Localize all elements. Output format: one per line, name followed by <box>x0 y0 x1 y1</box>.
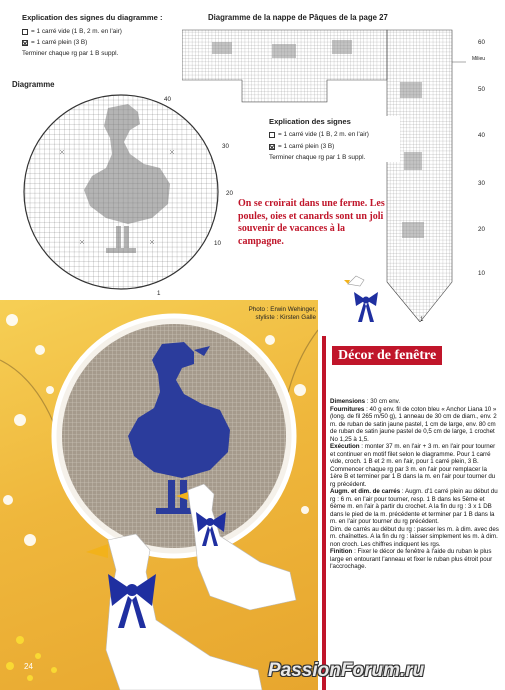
legend-right-heading: Explication des signes <box>269 117 351 126</box>
intro-text: On se croirait dans une ferme. Les poules, oies et canards sont un joli souvenir de vacances à la campagne. <box>238 198 385 247</box>
left-mark-40: 40 <box>164 96 171 103</box>
watermark: PassionForum.ru <box>268 660 425 681</box>
right-mark-50: 50 <box>478 86 485 93</box>
legend-left-note: Terminer chaque rg par 1 B suppl. <box>22 50 119 57</box>
right-mark-10: 10 <box>478 270 485 277</box>
legend-right-full: = 1 carré plein (3 B) <box>269 143 399 150</box>
milieu-label: Milieu <box>472 56 486 62</box>
right-mark-1: 1 <box>420 316 424 323</box>
diagram-right-heading: Diagramme de la nappe de Pâques de la page 27 <box>208 13 388 22</box>
instruction-body: Dim. de carrés au début du rg : passer les m. à dim. avec des m. chaînettes. A la fin du rg : laisser simplement les m. à dim. non croch. Les chiffres indiquent les rgs. <box>330 525 499 548</box>
left-mark-30: 30 <box>222 143 229 150</box>
right-mark-30: 30 <box>478 180 485 187</box>
instruction-body: : Augm. d'1 carré plein au début du rg : 6 m. en l'air pour tourner, resp. 1 B dans les 5ème et 6ème m. en l'air à partir du crochet. A la fin du rg : 3 x 1 DB dans le pied de la m. précédente et terminer par 1 B dans la m. en l'air pour tourner du rg précédent. <box>330 488 498 525</box>
instruction-paragraph <box>330 488 500 526</box>
filled-square-icon <box>22 40 28 46</box>
instruction-label: Augm. et dim. de carrés <box>330 488 401 495</box>
legend-left-full: = 1 carré plein (3 B) <box>22 39 202 46</box>
instruction-body: : 30 cm env. <box>365 398 401 405</box>
legend-right-note: Terminer chaque rg par 1 B suppl. <box>269 154 366 161</box>
diagram-left-heading: Diagramme <box>12 80 55 89</box>
right-mark-60: 60 <box>478 39 485 46</box>
instruction-label: Dimensions <box>330 398 366 405</box>
instructions-text <box>330 398 500 571</box>
diagram-right-chart <box>182 22 482 322</box>
right-mark-40: 40 <box>478 132 485 139</box>
left-mark-10: 10 <box>214 240 221 247</box>
instruction-paragraph <box>330 526 500 549</box>
empty-square-icon <box>269 132 275 138</box>
photo-credit: Photo : Erwin Wehinger, styliste : Kirsten Galle <box>248 306 316 321</box>
instruction-body: : 40 g env. fil de coton bleu « Anchor Liana 10 » (long. de fil 265 m/50 g), 1 anneau de 30 cm de diam., env. 2 m. de ruban de satin jaune pastel, 1 cm de large, env. 80 cm de ruban de satin jaune pastel de 0,5 cm de large, 1 crochet No 1,25 à 1,5. <box>330 405 497 443</box>
instruction-label: Fournitures <box>330 405 365 413</box>
instruction-paragraph <box>330 398 500 406</box>
empty-square-icon <box>22 29 28 35</box>
instruction-paragraph <box>330 443 500 488</box>
instruction-body: : monter 37 m. en l'air + 3 m. en l'air pour tourner et continuer en motif filet selon le diagramme. Pour 1 carré vide, croch. 1 B et 2 m. en l'air, pour 1 carré plein, 3 B. Commencer chaque rg par 3 m. en l'air pour remplacer la 1ère B et terminer par 1 B dans la m. en l'air pour tourner du rg précédent. <box>330 443 496 488</box>
instruction-label: Finition <box>330 548 353 555</box>
instruction-paragraph <box>330 548 500 571</box>
page-number: 24 <box>24 662 33 671</box>
legend-left <box>22 13 202 57</box>
legend-left-empty: = 1 carré vide (1 B, 2 m. en l'air) <box>22 28 202 35</box>
instruction-body: : Fixer le décor de fenêtre à l'aide du ruban le plus large en entourant l'anneau et fixer le ruban plus étroit pour l'accrochage. <box>330 548 493 570</box>
photo <box>0 300 318 690</box>
legend-right <box>268 116 400 162</box>
right-mark-20: 20 <box>478 226 485 233</box>
goose-ribbon-icon <box>336 270 396 330</box>
section-title: Décor de fenêtre <box>332 346 442 365</box>
legend-left-heading: Explication des signes du diagramme : <box>22 13 163 22</box>
instruction-paragraph <box>330 406 500 444</box>
wooden-geese <box>0 300 318 690</box>
instruction-label: Exécution <box>330 443 360 450</box>
legend-right-empty: = 1 carré vide (1 B, 2 m. en l'air) <box>269 131 399 138</box>
left-mark-20: 20 <box>226 190 233 197</box>
instructions-panel <box>322 336 505 690</box>
filled-square-icon <box>269 144 275 150</box>
left-mark-1: 1 <box>157 290 161 297</box>
